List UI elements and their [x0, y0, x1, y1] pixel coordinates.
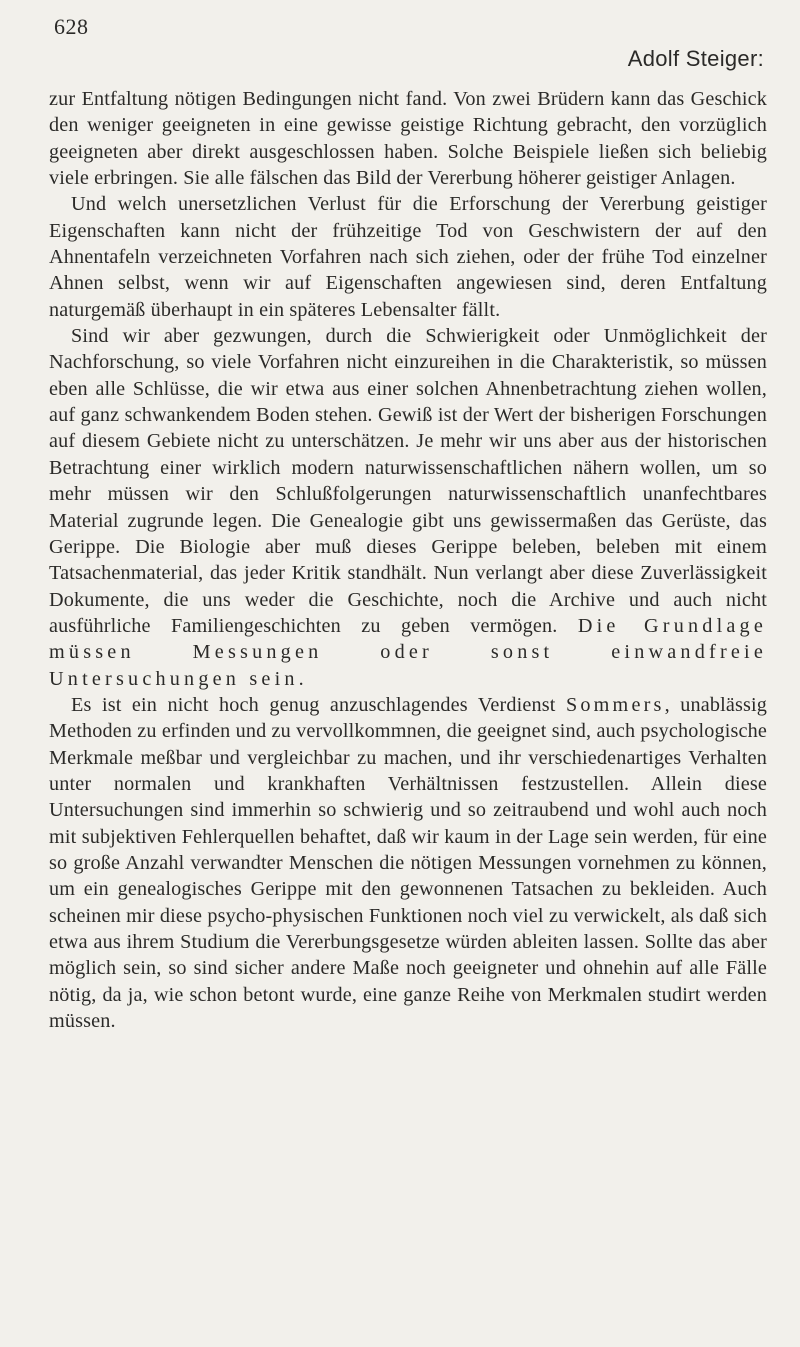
emphasized-statement: Die Grundlage müssen Messungen oder sonst einwandfreie Untersuchungen sein. [49, 614, 767, 690]
page-number: 628 [54, 14, 89, 39]
body-text [49, 86, 767, 1034]
paragraph-4-text-end: , unablässig Methoden zu erfinden und zu vervollkommnen, die geeignet sind, auch psychologische Merkmale meßbar und vergleichbar zu machen, und ihr verschiedenartiges Verhalten unter normalen und krankhaften Verhältnissen festzustellen. Allein diese Untersuchungen sind immerhin so schwierig und so zeitraubend und wohl auch noch mit subjektiven Fehlerquellen behaftet, daß wir kaum in der Lage sein werden, für eine so große Anzahl verwandter Menschen die nötigen Messungen vornehmen zu können, um ein genealogisches Gerippe mit den gewonnenen Tatsachen zu bekleiden. Auch scheinen mir diese psycho-physischen Funktionen noch viel zu verwickelt, als daß sich etwa aus ihrem Studium die Vererbungsgesetze würden ableiten lassen. Sollte das aber möglich sein, so sind sicher andere Maße noch geeigneter und ohnehin auf alle Fälle nötig, da ja, wie schon betont wurde, eine ganze Reihe von Merkmalen studirt werden müssen. [49, 693, 767, 1033]
paragraph-4 [49, 692, 767, 1034]
paragraph-3 [49, 323, 767, 692]
paragraph-2: Und welch unersetzlichen Verlust für die Erforschung der Vererbung geistiger Eigenschaften kann nicht der frühzeitige Tod von Geschwistern der auf den Ahnentafeln verzeichneten Vorfahren nach sich ziehen, oder der frühe Tod einzelner Ahnen selbst, wenn wir auf Eigenschaften angewiesen sind, deren Entfaltung naturgemäß überhaupt in ein späteres Lebensalter fällt. [49, 193, 767, 321]
running-head: Adolf Steiger: [627, 46, 764, 71]
paragraph-4-text-start: Es ist ein nicht hoch genug anzuschlagendes Verdienst [71, 693, 566, 716]
paragraph-3-text: Sind wir aber gezwungen, durch die Schwierigkeit oder Unmöglichkeit der Nachforschung, so viele Vorfahren nicht einzureihen in die Charakteristik, so müssen eben alle Schlüsse, die wir etwa aus einer solchen Ahnenbetrachtung ziehen wollen, auf ganz schwankendem Boden stehen. Gewiß ist der Wert der bisherigen Forschungen auf diesem Gebiete nicht zu unterschätzen. Je mehr wir uns aber aus der historischen Betrachtung einer wirklich modern naturwissenschaftlichen nähern wollen, um so mehr müssen wir den Schlußfolgerungen naturwissenschaftlich unanfechtbares Material zugrunde legen. Die Genealogie gibt uns gewissermaßen das Gerüste, das Gerippe. Die Biologie aber muß dieses Gerippe beleben, beleben mit einem Tatsachenmaterial, das jeder Kritik standhält. Nun verlangt aber diese Zuverlässigkeit Dokumente, die uns weder die Geschichte, noch die Archive und auch nicht ausführliche Familiengeschichten zu geben vermögen. [49, 325, 767, 637]
emphasized-name: Sommers [565, 693, 665, 716]
paragraph-1: zur Entfaltung nötigen Bedingungen nicht fand. Von zwei Brüdern kann das Geschick den weniger geeigneten in eine gewisse geistige Richtung gebracht, den vorzüglich geeigneten aber direkt ausgeschlossen haben. Solche Beispiele ließen sich beliebig viele erbringen. Sie alle fälschen das Bild der Vererbung höherer geistiger Anlagen. [49, 88, 767, 190]
